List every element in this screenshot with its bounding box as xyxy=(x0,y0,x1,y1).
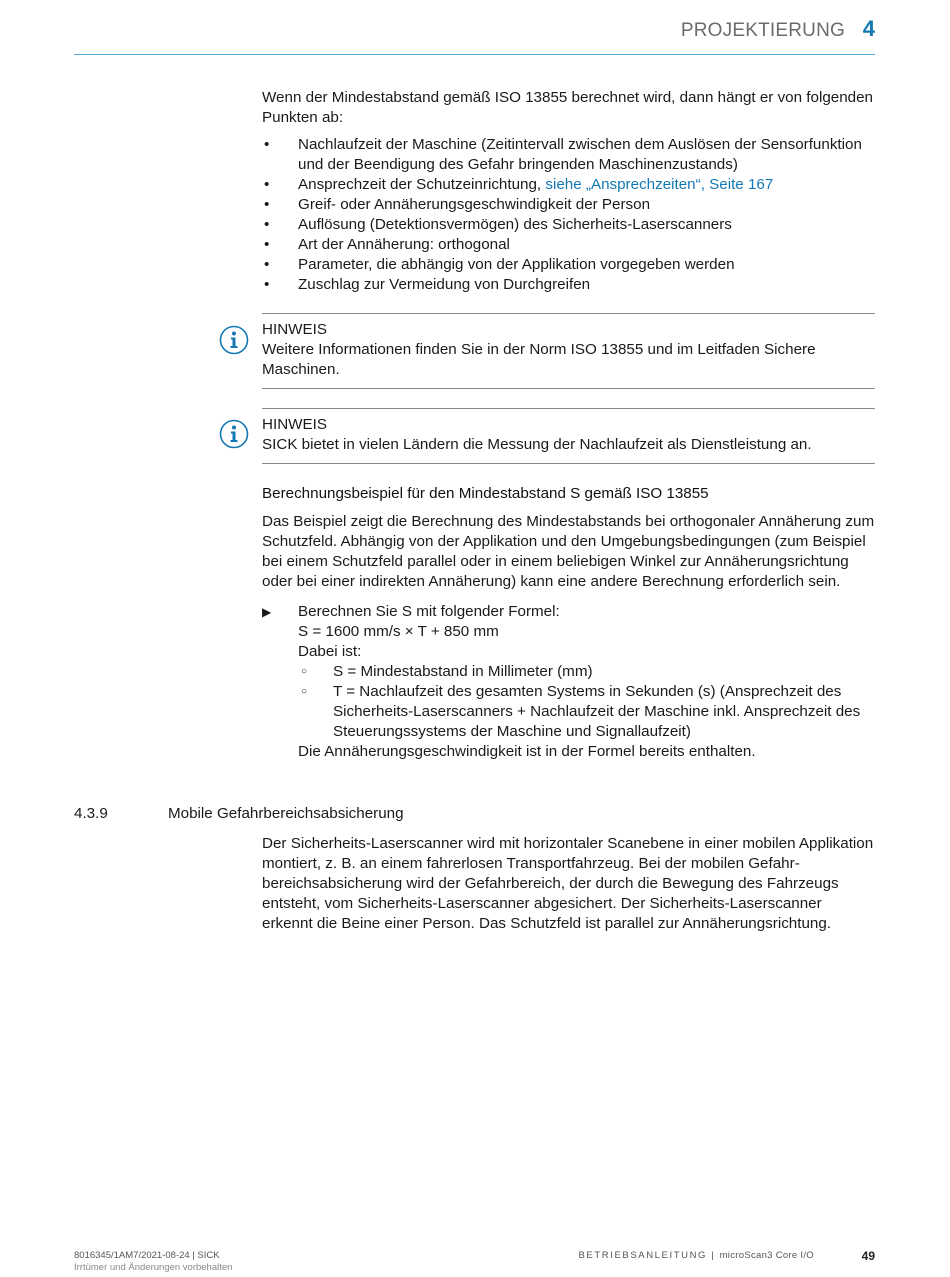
section-title: Mobile Gefahrbereichsabsicherung xyxy=(168,805,404,822)
intro-text: Wenn der Mindestabstand gemäß ISO 13855 berechnet wird, dann hängt er von folgenden Punkten ab: xyxy=(262,89,873,126)
note-text: SICK bietet in vielen Ländern die Messung der Nachlaufzeit als Dienstleistung an. xyxy=(262,436,812,453)
intro-block xyxy=(262,88,876,295)
step-closing: Die Annäherungsgeschwindigkeit ist in der Formel bereits enthalten. xyxy=(298,743,756,760)
formula: S = 1600 mm/s × T + 850 mm xyxy=(298,623,499,640)
disclaimer: Irrtümer und Änderungen vorbehalten xyxy=(74,1262,233,1273)
list-item: • Zuschlag zur Vermeidung von Durchgreifen xyxy=(262,275,876,295)
note-box xyxy=(262,408,875,464)
requirements-list xyxy=(262,135,876,295)
step-text: Berechnen Sie S mit folgender Formel: xyxy=(298,603,560,620)
doc-id: 8016345/1AM7/2021-08-24 | SICK xyxy=(74,1250,220,1261)
instruction-step xyxy=(262,602,876,762)
note-text: Weitere Informationen finden Sie in der Norm ISO 13855 und im Leitfaden Sichere Maschinen. xyxy=(262,341,816,378)
note-title: HINWEIS xyxy=(262,321,327,338)
list-item xyxy=(262,175,876,195)
footer-separator: | xyxy=(707,1250,720,1261)
chapter-number: 4 xyxy=(862,16,875,41)
list-item: • Parameter, die abhängig von der Applikation vorgegeben werden xyxy=(262,255,876,275)
example-heading: Berechnungsbeispiel für den Mindestabstand S gemäß ISO 13855 xyxy=(262,485,709,502)
product-name: microScan3 Core I/O xyxy=(719,1250,814,1261)
page-header xyxy=(74,16,875,55)
list-item: ○ T = Nachlaufzeit des gesamten Systems in Sekunden (s) (Ansprechzeit des Sicherheits-Laserscanners + Nachlaufzeit der Maschine inkl. Ansprechzeit des Steuerungssystems der Maschine und Signallaufzeit) xyxy=(298,682,876,742)
list-item: • Nachlaufzeit der Maschine (Zeitintervall zwischen dem Auslösen der Sensorfunktion und der Beendigung des Gefahr bringenden Maschinenzustands) xyxy=(262,135,876,175)
list-item: • Greif- oder Annäherungsgeschwindigkeit der Person xyxy=(262,195,876,215)
example-text: Das Beispiel zeigt die Berechnung des Mindestabstands bei orthogonaler Annäherung zum Schutzfeld. Abhängig von der Applikation und den Umgebungsbedingungen (zum Beispiel bei einem Schutzfeld parallel oder in einem beliebigen Winkel zur Annäherungsrichtung oder bei einer indirekten Annäherung) kann eine andere Berechnung erforderlich sein. xyxy=(262,513,875,590)
list-item: • Auflösung (Detektionsvermögen) des Sicherheits-Laserscanners xyxy=(262,215,876,235)
doc-type: BETRIEBSANLEITUNG xyxy=(578,1250,708,1261)
chapter-title: PROJEKTIERUNG xyxy=(680,20,845,41)
section-text: Der Sicherheits-Laserscanner wird mit horizontaler Scanebene in einer mobilen Applikation montiert, z. B. an einem fahrerlosen Transportfahrzeug. Bei der mobilen Gefahrbereichsabsicherung wird der Gefahrbereich, der durch die Bewegung des Fahrzeugs entsteht, vom Sicherheits-Laserscanner abgesichert. Der Sicherheits-Laserscanner erkennt die Beine einer Person. Das Schutzfeld ist parallel zur Annäherungsrichtung. xyxy=(262,835,874,932)
step-arrow-icon: ▶ xyxy=(262,605,272,619)
list-item: ○ S = Mindestabstand in Millimeter (mm) xyxy=(298,662,876,682)
footer-center xyxy=(578,1250,814,1261)
section-number: 4.3.9 xyxy=(74,805,108,822)
cross-reference-link[interactable]: siehe „Ansprechzeiten“, Seite 167 xyxy=(545,176,774,193)
list-item: • Art der Annäherung: orthogonal xyxy=(262,235,876,255)
note-title: HINWEIS xyxy=(262,416,327,433)
list-item-text: Ansprechzeit der Schutzeinrichtung, xyxy=(298,176,546,193)
footer-left xyxy=(74,1250,232,1274)
info-icon xyxy=(219,325,249,355)
note-box xyxy=(262,313,875,389)
section-block xyxy=(262,834,876,934)
page-number: 49 xyxy=(861,1249,875,1263)
where-label: Dabei ist: xyxy=(298,643,362,660)
definition-list xyxy=(298,662,876,742)
example-block xyxy=(262,484,876,762)
info-icon xyxy=(219,419,249,449)
